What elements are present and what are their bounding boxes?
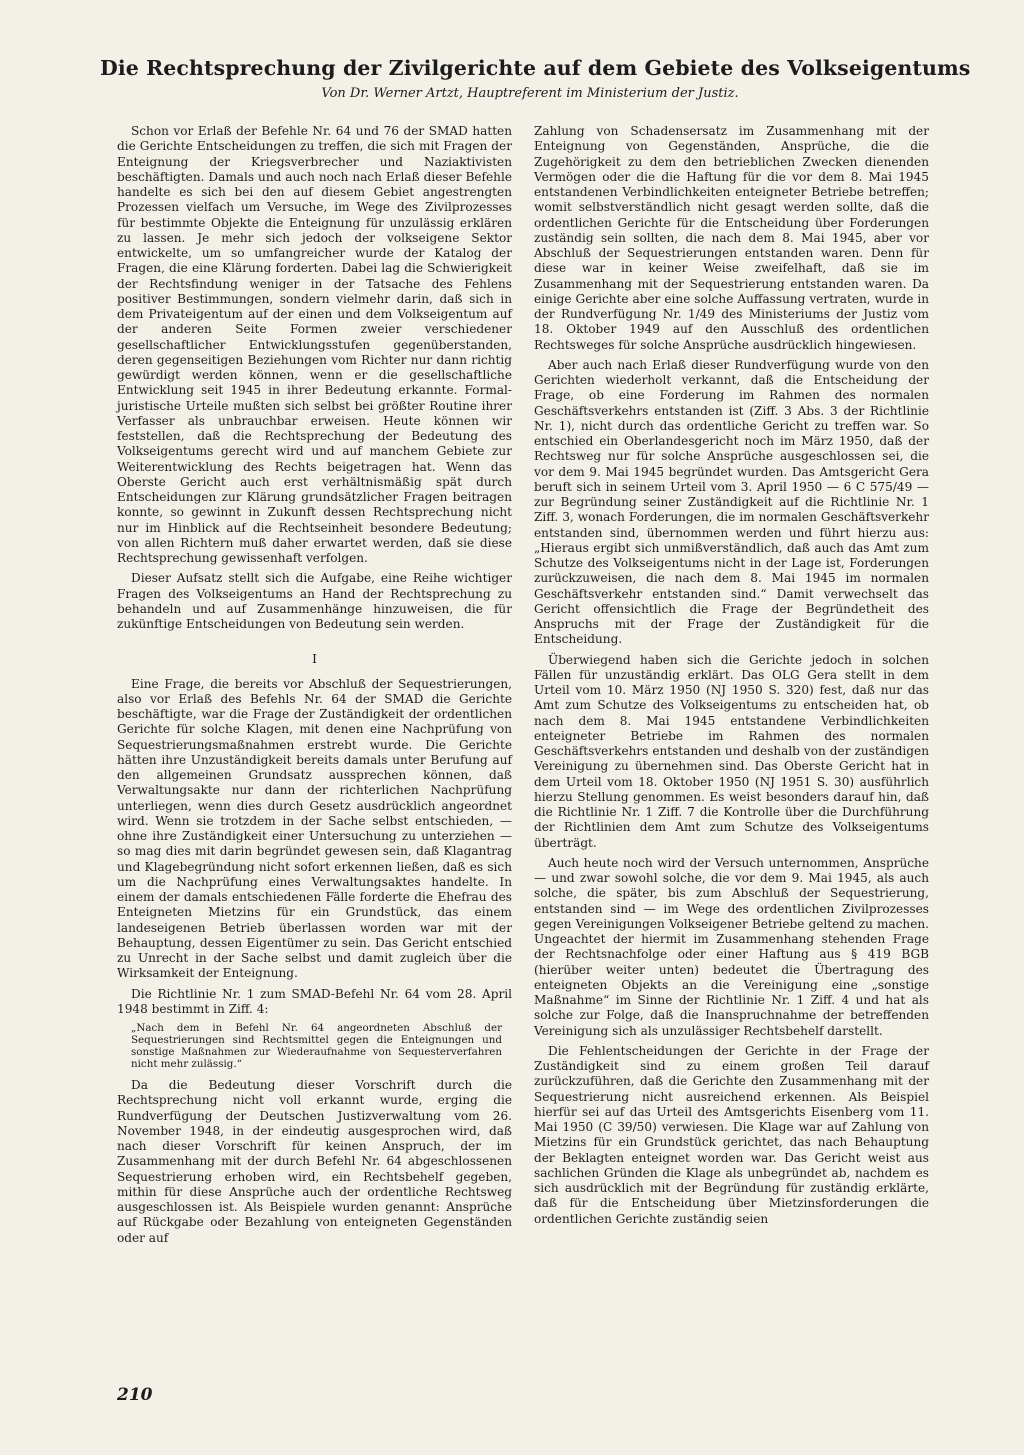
paragraph: Da die Bedeutung dieser Vorschrift durch die Rechtsprechung nicht voll erkannt wurde, erging die Rundverfügung der Deutschen Justizverwaltung vom 26. November 1948, in der eindeutig ausgesprochen wird, daß nach dieser Vorschrift für keinen Anspruch, der im Zusammenhang mit der durch Befehl Nr. 64 abgeschlossenen Sequestrierung erhoben wird, ein Rechtsbehelf gegeben, mithin für diese Ansprüche auch der ordentliche Rechtsweg ausgeschlossen ist. Als Beispiele wurden genannt: Ansprüche auf Rückgabe oder Bezahlung von enteigneten Gegenständen oder auf [117, 1078, 512, 1245]
left-column [117, 124, 512, 1251]
paragraph: Eine Frage, die bereits vor Abschluß der Sequestrierungen, also vor Erlaß des Befehls Nr. 64 der SMAD die Gerichte beschäftigte, war die Frage der Zuständigkeit der ordentlichen Gerichte für solche Klagen, mit denen eine Nachprüfung von Sequestrierungsmaßnahmen erstrebt wurde. Die Gerichte hätten ihre Unzuständigkeit bereits damals unter Berufung auf den allgemeinen Grundsatz aussprechen können, daß Verwaltungsakte nur dann der richterlichen Nachprüfung unterliegen, wenn dies durch Gesetz ausdrücklich angeordnet wird. Wenn sie trotzdem in der Sache selbst entschieden, — ohne ihre Zuständigkeit einer Untersuchung zu unterziehen — so mag dies mit darin begründet gewesen sein, daß Klagantrag und Klagebegründung nicht sofort erkennen ließen, daß es sich um die Nachprüfung eines Verwaltungsaktes handelte. In einem der damals entschiedenen Fälle forderte die Ehefrau des Enteigneten Mietzins für ein Grundstück, das einem landeseigenen Betrieb überlassen worden war mit der Behauptung, dessen Eigentümer zu sein. Das Gericht entschied zu Unrecht in der Sache selbst und damit zugleich über die Wirksamkeit der Enteignung. [117, 676, 512, 981]
article-title: Die Rechtsprechung der Zivilgerichte auf dem Gebiete des Volkseigentums [100, 56, 971, 80]
paragraph: Auch heute noch wird der Versuch unternommen, Ansprüche — und zwar sowohl solche, die vor dem 9. Mai 1945, als auch solche, die später, bis zum Abschluß der Sequestrierung, entstanden sind — im Wege des ordentlichen Zivilprozesses gegen Vereinigungen Volkseigener Betriebe geltend zu machen. Ungeachtet der hiermit im Zusammenhang stehenden Frage der Rechtsnachfolge oder einer Haftung aus § 419 BGB (hierüber weiter unten) bedeutet die Übertragung des enteigneten Objekts an die Vereinigung eine „sonstige Maßnahme“ im Sinne der Richtlinie Nr. 1 Ziff. 4 und hat als solche zur Folge, daß die Inanspruchnahme der betreffenden Vereinigung sich als unzulässiger Rechtsbehelf darstellt. [534, 855, 929, 1038]
section-heading: I [312, 652, 317, 667]
paragraph: Die Fehlentscheidungen der Gerichte in der Frage der Zuständigkeit sind zu einem großen Teil darauf zurückzuführen, daß die Gerichte den Zusammenhang mit der Sequestrierung nicht ausreichend erkennen. Als Beispiel hierfür sei auf das Urteil des Amtsgerichts Eisenberg vom 11. Mai 1950 (C 39/50) verwiesen. Die Klage war auf Zahlung von Mietzins für ein Grundstück gerichtet, das nach Behauptung der Beklagten enteignet worden war. Das Gericht weist aus sachlichen Gründen die Klage als unbegründet ab, nachdem es sich ausdrücklich mit der Begründung für zuständig erklärte, daß für die Entscheidung über Mietzinsforderungen die ordentlichen Gerichte zuständig seien [534, 1043, 929, 1226]
paragraph: Schon vor Erlaß der Befehle Nr. 64 und 76 der SMAD hatten die Gerichte Entscheidungen zu treffen, die sich mit Fragen der Enteignung der Kriegsverbrecher und Naziaktivisten beschäftigten. Damals und auch noch nach Erlaß dieser Befehle handelte es sich bei den auf diesem Gebiet angestrengten Prozessen vielfach um Versuche, im Wege des Zivilprozesses für bestimmte Objekte die Enteignung für unzulässig erklären zu lassen. Je mehr sich jedoch der volkseigene Sektor entwickelte, um so umfangreicher wurde der Katalog der Fragen, die eine Klärung forderten. Dabei lag die Schwierigkeit der Rechtsfindung weniger in der Tatsache des Fehlens positiver Bestimmungen, sondern vielmehr darin, daß sich in dem Privateigentum auf der einen und dem Volkseigentum auf der anderen Seite Formen zweier verschiedener gesellschaftlicher Entwicklungsstufen gegenüberstanden, deren gegenseitigen Beziehungen vom Richter nur dann richtig gewürdigt werden können, wenn er die gesellschaftliche Entwicklung seit 1945 in ihrer Bedeutung erkannte. Formal-juristische Urteile mußten sich selbst bei größter Routine ihrer Verfasser als unbrauchbar erweisen. Heute können wir feststellen, daß die Rechtsprechung der Bedeutung des Volkseigentums gerecht wird und auf manchem Gebiete zur Weiterentwicklung des Rechts beigetragen hat. Wenn das Oberste Gericht auch erst verhältnismäßig spät durch Entscheidungen zur Klärung grundsätzlicher Fragen beitragen konnte, so gewinnt in Zukunft dessen Rechtsprechung nicht nur im Hinblick auf die Rechtseinheit besondere Bedeutung; von allen Richtern muß daher erwartet werden, daß sie diese Rechtsprechung gewissenhaft verfolgen. [117, 124, 512, 565]
paragraph: Dieser Aufsatz stellt sich die Aufgabe, eine Reihe wichtiger Fragen des Volkseigentums an Hand der Rechtsprechung zu behandeln und auf Zusammenhänge hinzuweisen, die für zukünftige Entscheidungen von Bedeutung sein werden. [117, 571, 512, 631]
block-quote: „Nach dem in Befehl Nr. 64 angeordneten Abschluß der Sequestrierungen sind Rechtsmittel gegen die Enteignungen und sonstige Maßnahmen zur Wiederaufnahme von Sequesterverfahren nicht mehr zulässig.“ [131, 1022, 502, 1070]
article-byline: Von Dr. Werner Artzt, Hauptreferent im Ministerium der Justiz. [321, 86, 739, 101]
paragraph: Die Richtlinie Nr. 1 zum SMAD-Befehl Nr. 64 vom 28. April 1948 bestimmt in Ziff. 4: [117, 986, 512, 1016]
page-number: 210 [117, 1385, 153, 1405]
paragraph: Aber auch nach Erlaß dieser Rundverfügung wurde von den Gerichten wiederholt verkannt, daß die Entscheidung der Frage, ob eine Forderung im Rahmen des normalen Geschäftsverkehrs entstanden ist (Ziff. 3 Abs. 3 der Richtlinie Nr. 1), nicht durch das ordentliche Gericht zu treffen war. So entschied ein Oberlandesgericht noch im März 1950, daß der Rechtsweg nur für solche Ansprüche ausgeschlossen sei, die vor dem 9. Mai 1945 begründet wurden. Das Amtsgericht Gera beruft sich in seinem Urteil vom 3. April 1950 — 6 C 575/49 — zur Begründung seiner Zuständigkeit auf die Richtlinie Nr. 1 Ziff. 3, wonach Forderungen, die im normalen Geschäftsverkehr entstanden sind, übernommen werden und führt hierzu aus: „Hieraus ergibt sich unmißverständlich, daß auch das Amt zum Schutze des Volkseigentums nicht in der Lage ist, Forderungen zurückzuweisen, die nach dem 8. Mai 1945 im normalen Geschäftsverkehr entstanden sind.“ Damit verwechselt das Gericht offensichtlich die Frage der Begründetheit des Anspruchs mit der Frage der Zuständigkeit für die Entscheidung. [534, 357, 929, 647]
right-column [534, 124, 929, 1232]
paragraph: Überwiegend haben sich die Gerichte jedoch in solchen Fällen für unzuständig erklärt. Das OLG Gera stellt in dem Urteil vom 10. März 1950 (NJ 1950 S. 320) fest, daß nur das Amt zum Schutze des Volkseigentums zu entscheiden hat, ob nach dem 8. Mai 1945 entstandene Verbindlichkeiten enteigneter Betriebe im Rahmen des normalen Geschäftsverkehrs entstanden und deshalb von der zuständigen Vereinigung zu übernehmen sind. Das Oberste Gericht hat in dem Urteil vom 18. Oktober 1950 (NJ 1951 S. 30) ausführlich hierzu Stellung genommen. Es weist besonders darauf hin, daß die Richtlinie Nr. 1 Ziff. 7 die Kontrolle über die Durchführung der Richtlinien dem Amt zum Schutze des Volkseigentums überträgt. [534, 652, 929, 850]
paragraph: Zahlung von Schadensersatz im Zusammenhang mit der Enteignung von Gegenständen, Ansprüche, die die Zugehörigkeit zu dem den betrieblichen Zwecken dienenden Vermögen oder die die Haftung für die vor dem 8. Mai 1945 entstandenen Verbindlichkeiten enteigneter Betriebe betreffen; womit selbstverständlich nicht gesagt werden sollte, daß die ordentlichen Gerichte für die Entscheidung über Forderungen zuständig sein sollten, die nach dem 8. Mai 1945, aber vor Abschluß der Sequestrierungen entstanden waren. Denn für diese war in keiner Weise zweifelhaft, daß sie im Zusammenhang mit der Sequestrierung entstanden waren. Da einige Gerichte aber eine solche Auffassung vertraten, wurde in der Rundverfügung Nr. 1/49 des Ministeriums der Justiz vom 18. Oktober 1949 auf den Ausschluß des ordentlichen Rechtsweges für solche Ansprüche ausdrücklich hingewiesen. [534, 124, 929, 352]
